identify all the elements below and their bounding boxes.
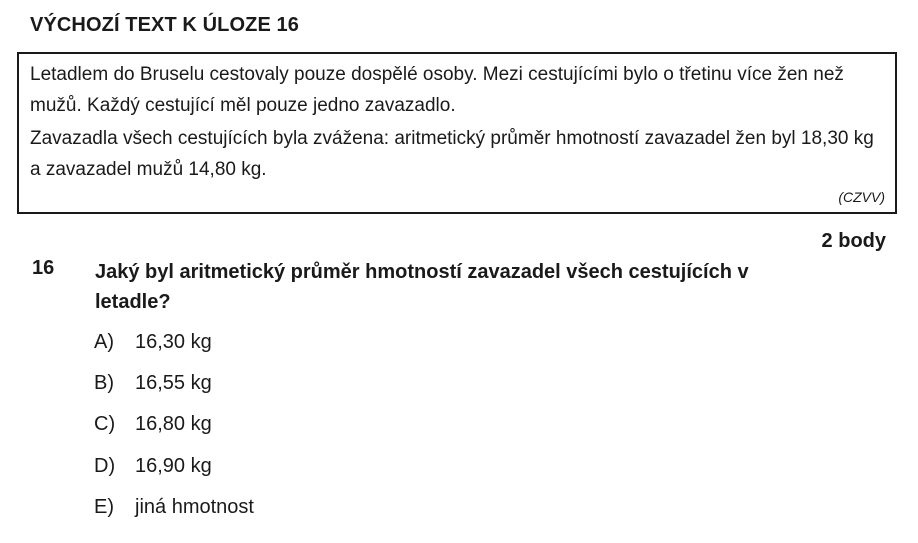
points-label: 2 body bbox=[821, 230, 886, 252]
option-letter: D) bbox=[94, 455, 116, 477]
source-paragraph-1: Letadlem do Bruselu cestovaly pouze dospělé osoby. Mezi cestujícími bylo o třetinu více žen než mužů. Každý cestující měl pouze jedno zavazadlo. bbox=[30, 64, 844, 116]
question-number: 16 bbox=[32, 257, 55, 279]
source-attribution: (CZVV) bbox=[838, 189, 885, 205]
option-text: jiná hmotnost bbox=[135, 496, 254, 518]
option-c[interactable] bbox=[94, 411, 212, 437]
option-text: 16,30 kg bbox=[135, 331, 212, 353]
option-text: 16,80 kg bbox=[135, 413, 212, 435]
option-a[interactable] bbox=[94, 329, 212, 355]
option-letter: B) bbox=[94, 372, 114, 394]
option-text: 16,90 kg bbox=[135, 455, 212, 477]
section-heading: VÝCHOZÍ TEXT K ÚLOZE 16 bbox=[30, 14, 299, 36]
option-letter: E) bbox=[94, 496, 114, 518]
question-text: Jaký byl aritmetický průměr hmotností zavazadel všech cestujících v letadle? bbox=[95, 261, 749, 313]
option-b[interactable] bbox=[94, 370, 212, 396]
option-e[interactable] bbox=[94, 494, 254, 520]
source-paragraph-2: Zavazadla všech cestujících byla zvážena: aritmetický průměr hmotností zavazadel žen byl 18,30 kg a zavazadel mužů 14,80 kg. bbox=[30, 128, 874, 180]
source-text-box bbox=[17, 52, 897, 214]
option-d[interactable] bbox=[94, 453, 212, 479]
option-letter: A) bbox=[94, 331, 114, 353]
option-letter: C) bbox=[94, 413, 116, 435]
option-text: 16,55 kg bbox=[135, 372, 212, 394]
